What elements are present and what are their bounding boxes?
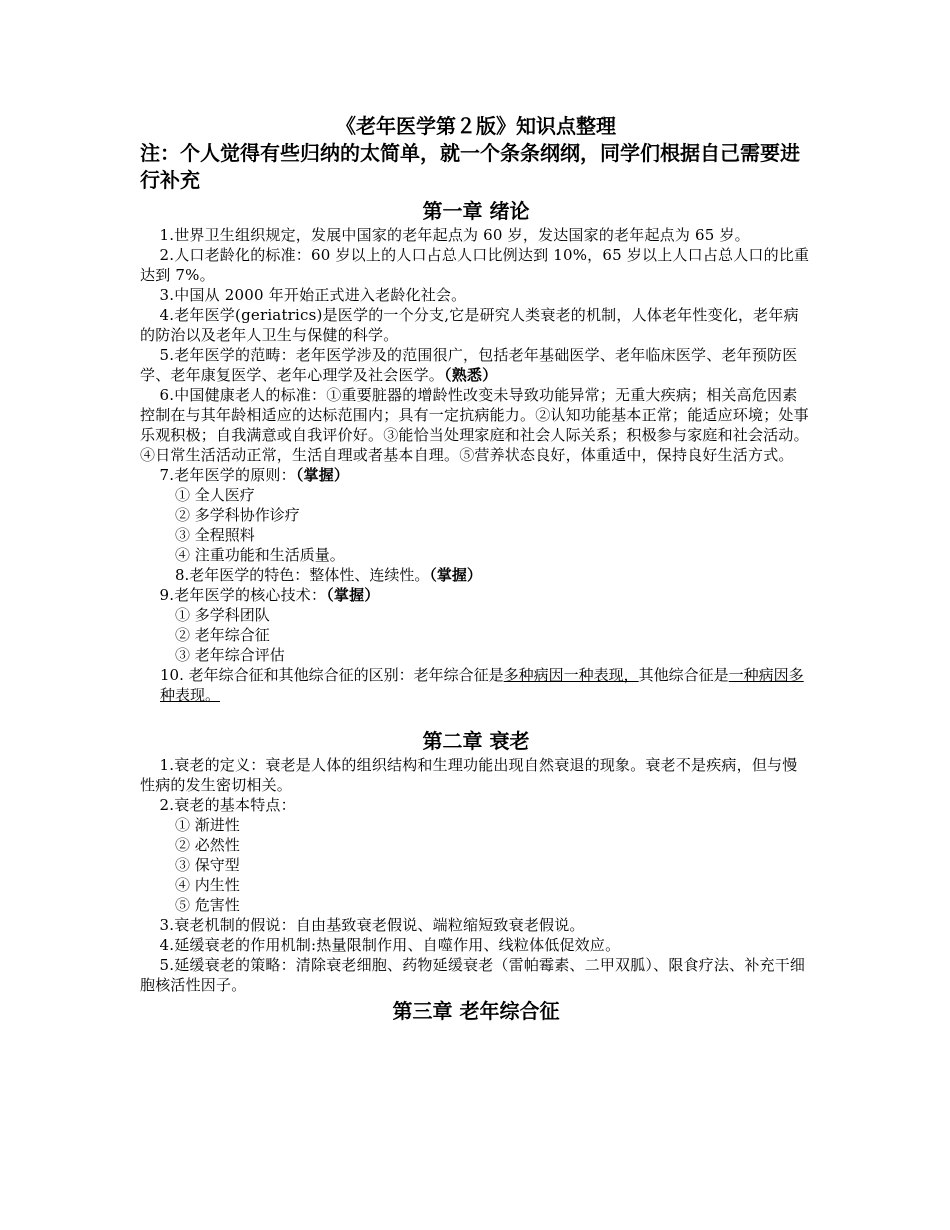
ch1-item-7 <box>140 465 812 485</box>
ch2-item-2-sub-3: ③ 保守型 <box>175 856 240 874</box>
ch2-item-3: 3.衰老机制的假说：自由基致衰老假说、端粒缩短致衰老假说。 <box>159 916 585 934</box>
ch1-item-9-sub-1: ① 多学科团队 <box>175 606 270 624</box>
ch1-item-6: 6.中国健康老人的标准：①重要脏器的增龄性改变未导致功能异常；无重大疾病；相关高危因素控制在与其年龄相适应的达标范围内；具有一定抗病能力。②认知功能基本正常；能适应环境；处事乐观积极；自我满意或自我评价好。③能恰当处理家庭和社会人际关系；积极参与家庭和社会活动。④日常生活活动正常，生活自理或者基本自理。⑤营养状态良好，体重适中，保持良好生活方式。 <box>140 386 809 464</box>
ch2-item-2-sub-1: ① 渐进性 <box>175 816 240 834</box>
ch1-item-7-sub-2: ② 多学科协作诊疗 <box>175 506 300 524</box>
ch1-item-10-underline-2: 一种病因多种表现。 <box>160 666 804 704</box>
ch1-item-9-text: 9.老年医学的核心技术： <box>159 586 327 604</box>
ch1-item-7-sub-3: ③ 全程照料 <box>175 526 255 544</box>
ch1-item-7-sub-1: ① 全人医疗 <box>175 486 255 504</box>
ch1-item-2: 2.人口老龄化的标准：60 岁以上的人口占总人口比例达到 10%，65 岁以上人口占总人口的比重达到 7%。 <box>140 246 810 284</box>
document-title: 《老年医学第２版》知识点整理 <box>336 114 616 138</box>
ch2-item-2-sub-2: ② 必然性 <box>175 836 240 854</box>
ch2-item-5: 5.延缓衰老的策略：清除衰老细胞、药物延缓衰老（雷帕霉素、二甲双胍）、限食疗法、补充干细胞核活性因子。 <box>140 956 806 994</box>
chapter-2-heading: 第二章 衰老 <box>422 729 530 753</box>
ch1-item-9-tag: （掌握） <box>326 586 380 604</box>
ch1-item-8-text: 8.老年医学的特色：整体性、连续性。 <box>175 566 430 584</box>
ch1-item-5-tag: （熟悉） <box>444 366 498 384</box>
ch2-item-1: 1.衰老的定义：衰老是人体的组织结构和生理功能出现自然衰退的现象。衰老不是疾病，但与慢性病的发生密切相关。 <box>140 756 798 794</box>
ch1-item-10-text-b: 其他综合征是 <box>638 666 729 684</box>
ch1-item-1: 1.世界卫生组织规定，发展中国家的老年起点为 60 岁，发达国家的老年起点为 65 岁。 <box>159 226 750 244</box>
ch2-item-2: 2.衰老的基本特点： <box>159 796 296 814</box>
ch1-item-5-text: 5.老年医学的范畴：老年医学涉及的范围很广，包括老年基础医学、老年临床医学、老年预防医学、老年康复医学、老年心理学及社会医学。 <box>140 346 798 384</box>
ch1-item-9-sub-3: ③ 老年综合评估 <box>175 646 285 664</box>
ch1-item-8-tag: （掌握） <box>429 566 482 584</box>
ch1-item-4: 4.老年医学(geriatrics)是医学的一个分支,它是研究人类衰老的机制，人体老年性变化，老年病的防治以及老年人卫生与保健的科学。 <box>140 306 799 344</box>
ch1-item-3: 3.中国从 2000 年开始正式进入老龄化社会。 <box>159 286 467 304</box>
chapter-1-heading: 第一章 绪论 <box>422 199 530 223</box>
ch1-item-10 <box>160 665 812 705</box>
ch2-item-4: 4.延缓衰老的作用机制:热量限制作用、自噬作用、线粒体低促效应。 <box>159 936 621 954</box>
ch2-item-2-sub-5: ⑤ 危害性 <box>175 896 240 914</box>
ch1-item-8 <box>175 565 812 585</box>
document-page <box>140 112 812 1025</box>
ch1-item-7-text: 7.老年医学的原则： <box>159 466 296 484</box>
ch2-item-2-sub-4: ④ 内生性 <box>175 876 240 894</box>
ch1-item-7-tag: （掌握） <box>295 466 350 484</box>
ch1-item-9-sub-2: ② 老年综合征 <box>175 626 270 644</box>
ch1-item-10-text-a: 10. 老年综合征和其他综合征的区别：老年综合征是 <box>160 666 504 684</box>
author-note: 注：个人觉得有些归纳的太简单，就一个条条纲纲，同学们根据自己需要进行补充 <box>140 141 800 192</box>
chapter-3-heading: 第三章 老年综合征 <box>392 999 560 1023</box>
ch1-item-7-sub-4: ④ 注重功能和生活质量。 <box>175 546 345 564</box>
ch1-item-9 <box>140 585 812 605</box>
ch1-item-10-underline-1: 多种病因一种表现， <box>503 666 639 684</box>
ch1-item-5 <box>140 345 812 385</box>
